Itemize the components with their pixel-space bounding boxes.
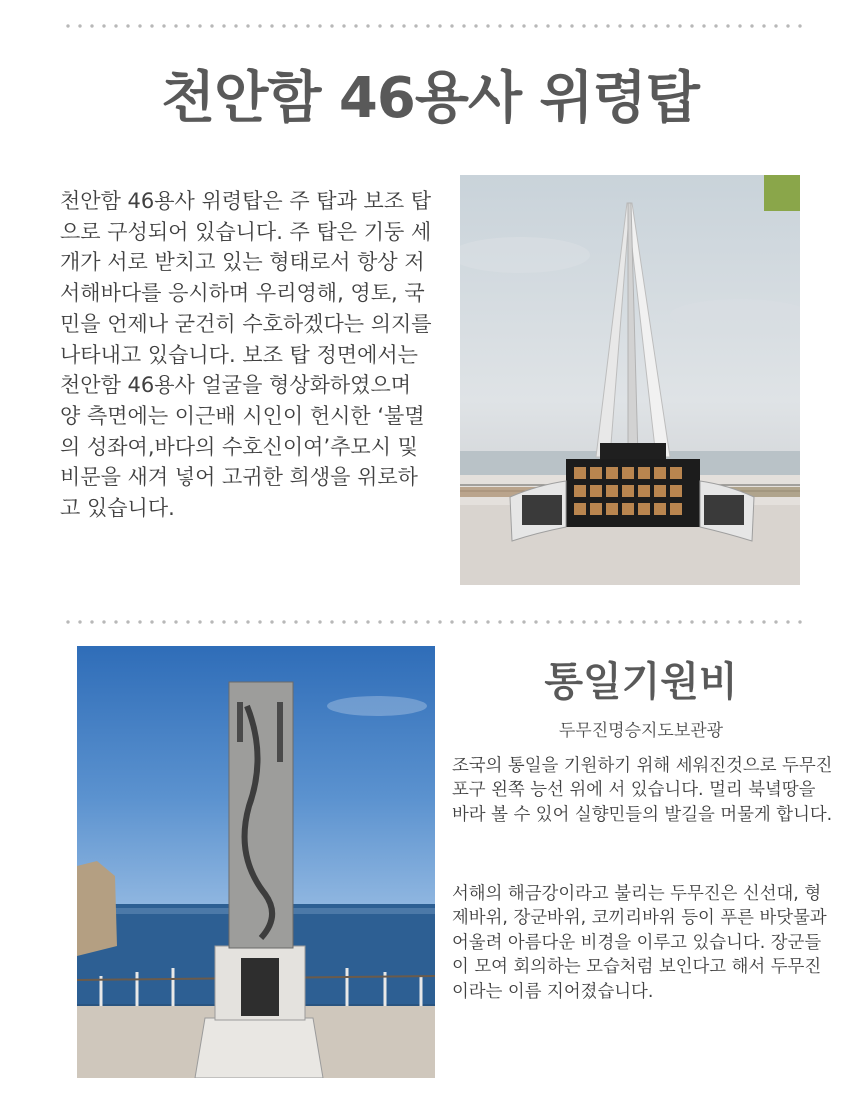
middle-dotted-divider [62,620,802,624]
unification-paragraph-2: 서해의 해금강이라고 불리는 두무진은 신선대, 형제바위, 장군바위, 코끼리바위 등이 푸른 바닷물과 어울려 아름다운 비경을 이루고 있습니다. 장군들이 모여 회의하는 모습처럼 보인다고 해서 두무진이라는 이름 지어졌습니다. [452,884,827,1002]
unification-stone-illustration [77,646,435,1078]
accent-square [764,175,800,211]
page-title: 천안함 46용사 위령탑 [161,66,699,131]
section-title-unification: 통일기원비 [544,659,738,705]
memorial-description: 천안함 46용사 위령탑은 주 탑과 보조 탑으로 구성되어 있습니다. 주 탑은 기둥 세 개가 서로 받치고 있는 형태로서 항상 저 서해바다를 응시하며 우리영해, 영토, 국민을 언제나 굳건히 수호하겠다는 의지를 나타내고 있습니다. 보조 탑 정면에서는 천안함 46용사 얼굴을 형상화하였으며 양 측면에는 이근배 시인이 헌시한 ‘불멸의 성좌여,바다의 수호신이여’추모시 및 비문을 새겨 넣어 고귀한 희생을 위로하고 있습니다. [60,189,432,521]
unification-stone-photo [77,646,435,1078]
section-caption: 두무진명승지도보관광 [558,721,724,741]
top-dotted-divider [62,24,802,28]
memorial-tower-illustration [460,175,800,585]
memorial-tower-photo [460,175,800,585]
unification-paragraph-1: 조국의 통일을 기원하기 위해 세워진것으로 두무진 포구 왼쪽 능선 위에 서 있습니다. 멀리 북녘땅을 바라 볼 수 있어 실향민들의 발길을 머물게 합니다. [452,756,833,825]
